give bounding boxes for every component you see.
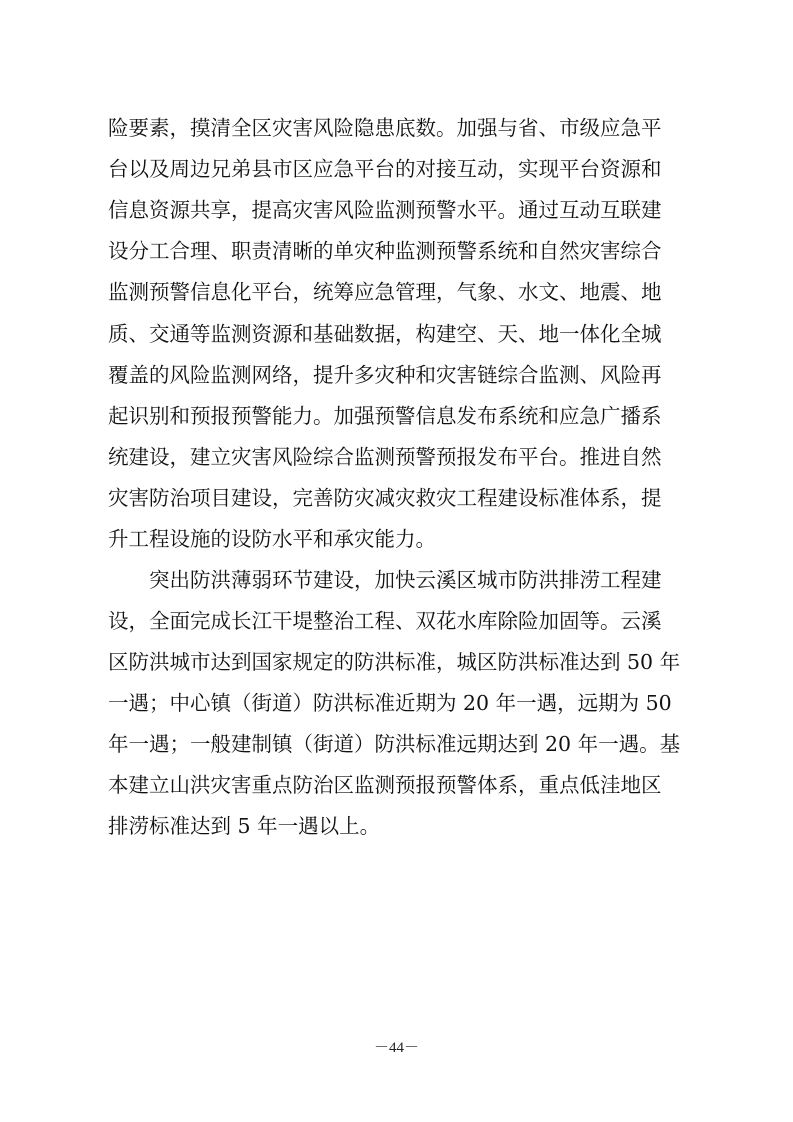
paragraph-line-15: 一遇；中心镇（街道）防洪标准近期为 20 年一遇，远期为 50 [108,691,672,715]
paragraph-line-6: 质、交通等监测资源和基础数据，构建空、天、地一体化全城 [108,322,662,346]
paragraph-line-1: 险要素，摸清全区灾害风险隐患底数。加强与省、市级应急平 [108,116,662,140]
paragraph-line-11: 升工程设施的设防水平和承灾能力。 [108,527,436,551]
page-number: －44－ [373,1040,419,1056]
paragraph-line-8: 起识别和预报预警能力。加强预警信息发布系统和应急广播系 [108,404,662,428]
paragraph-line-7: 覆盖的风险监测网络，提升多灾种和灾害链综合监测、风险再 [108,363,662,387]
paragraph-line-5: 监测预警信息化平台，统筹应急管理，气象、水文、地震、地 [108,280,662,304]
paragraph-line-10: 灾害防治项目建设，完善防灾减灾救灾工程建设标准体系，提 [108,486,662,510]
paragraph-line-12: 突出防洪薄弱环节建设，加快云溪区城市防洪排涝工程建 [149,568,662,592]
paragraph-line-4: 设分工合理、职责清晰的单灾种监测预警系统和自然灾害综合 [108,239,662,263]
paragraph-line-14: 区防洪城市达到国家规定的防洪标准，城区防洪标准达到 50 年 [108,650,681,674]
paragraph-line-9: 统建设，建立灾害风险综合监测预警预报发布平台。推进自然 [108,445,662,469]
paragraph-line-13: 设，全面完成长江干堤整治工程、双花水库除险加固等。云溪 [108,609,662,633]
paragraph-line-3: 信息资源共享，提高灾害风险监测预警水平。通过互动互联建 [108,198,662,222]
paragraph-line-17: 本建立山洪灾害重点防治区监测预报预警体系，重点低洼地区 [108,773,662,797]
paragraph-line-18: 排涝标准达到 5 年一遇以上。 [108,814,381,838]
paragraph-line-2: 台以及周边兄弟县市区应急平台的对接互动，实现平台资源和 [108,157,662,181]
paragraph-line-16: 年一遇；一般建制镇（街道）防洪标准远期达到 20 年一遇。基 [108,732,681,756]
